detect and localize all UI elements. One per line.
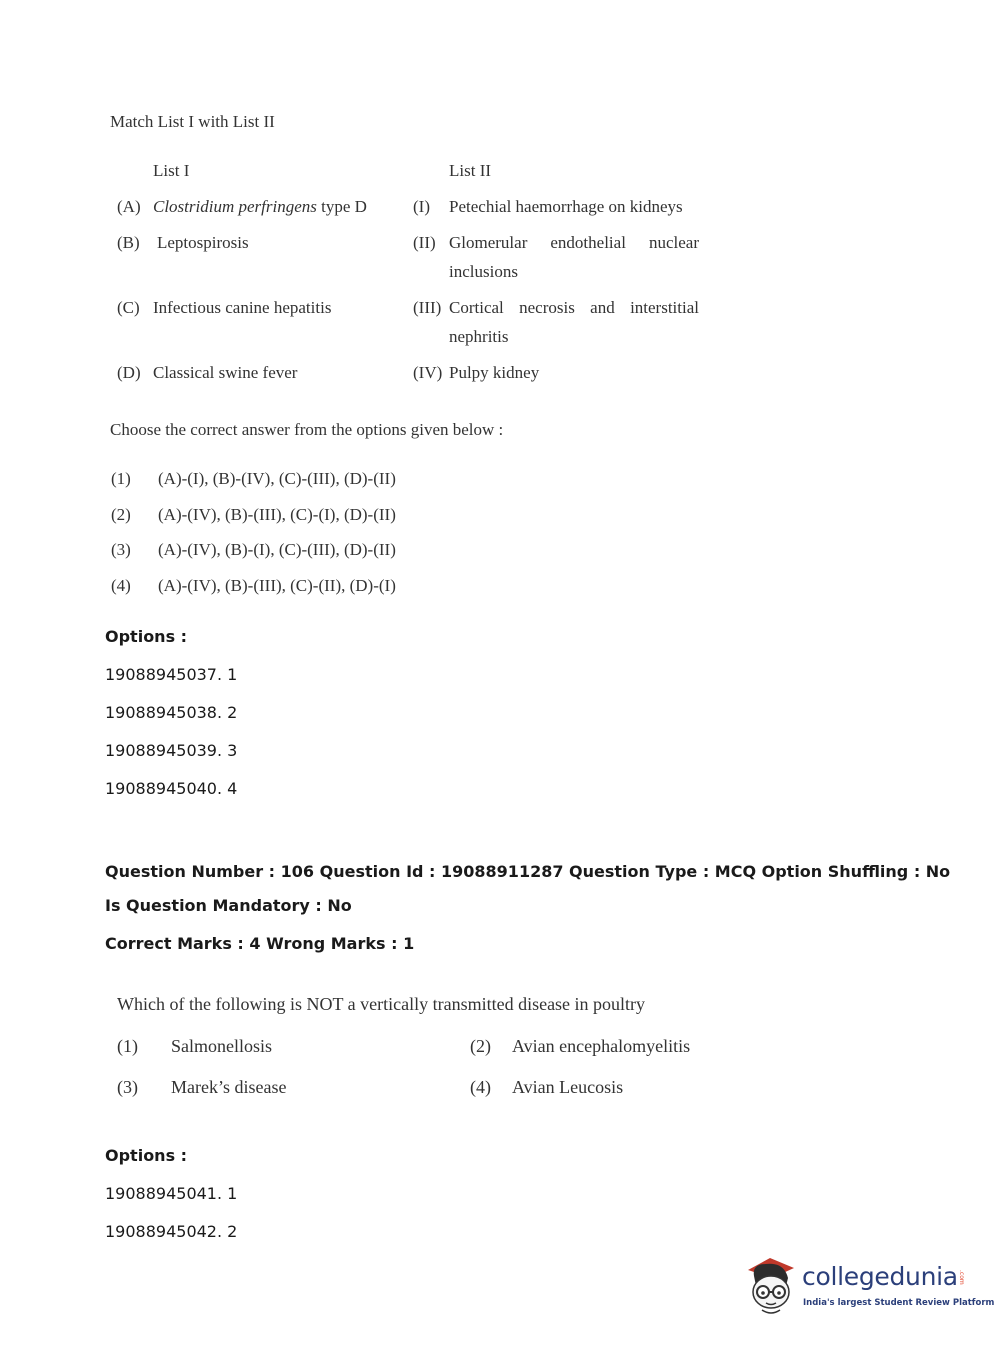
answer-num: (2): [111, 505, 131, 524]
row-c-match: [449, 298, 699, 318]
row-c-word: and: [590, 298, 615, 317]
answer-text: (A)-(IV), (B)-(III), (C)-(I), (D)-(II): [158, 505, 396, 524]
choice-num: (1): [117, 1036, 138, 1056]
match-intro: Match List I with List II: [110, 112, 275, 131]
brand-logo[interactable]: [740, 1250, 995, 1320]
row-a-italic: Clostridium perfringens: [153, 197, 317, 216]
row-d-match: Pulpy kidney: [449, 363, 540, 382]
row-b-match: [449, 233, 699, 253]
answer-num: (3): [111, 540, 131, 559]
row-b-word: endothelial: [550, 233, 626, 252]
option-item: 19088945037. 1: [105, 665, 238, 684]
row-a-label: (A): [117, 197, 141, 216]
options-label: Options :: [105, 627, 188, 646]
row-d-label: (D): [117, 363, 141, 382]
row-d-roman: (IV): [413, 363, 443, 382]
row-b-word: nuclear: [648, 233, 699, 252]
row-d-text: Classical swine fever: [153, 363, 298, 382]
row-c-roman: (III): [413, 298, 442, 317]
answer-num: (4): [111, 576, 131, 595]
brand-tagline: India's largest Student Review Platform: [803, 1298, 995, 1308]
brand-suffix: .com: [958, 1270, 965, 1285]
list1-header: List I: [153, 161, 190, 180]
row-c-label: (C): [117, 298, 140, 317]
answer-text: (A)-(IV), (B)-(I), (C)-(III), (D)-(II): [158, 540, 396, 559]
row-b-label: (B): [117, 233, 140, 252]
option-item: 19088945038. 2: [105, 703, 238, 722]
row-c-word: interstitial: [630, 298, 699, 317]
row-c-match-cont: nephritis: [449, 327, 509, 346]
choice-text: Marek’s disease: [171, 1077, 287, 1097]
question-text: Which of the following is NOT a vertically transmitted disease in poultry: [117, 994, 646, 1014]
choice-num: (3): [117, 1077, 138, 1097]
mascot-icon: [740, 1250, 802, 1318]
row-b-roman: (II): [413, 233, 436, 252]
row-b-text: Leptospirosis: [157, 233, 249, 252]
choice-text: Avian encephalomyelitis: [512, 1036, 691, 1056]
option-item: 19088945040. 4: [105, 779, 238, 798]
question-marks: Correct Marks : 4 Wrong Marks : 1: [105, 934, 415, 953]
row-b-word: Glomerular: [449, 233, 528, 252]
row-a-roman: (I): [413, 197, 430, 216]
options-label: Options :: [105, 1146, 188, 1165]
choice-num: (4): [470, 1077, 491, 1097]
question-mandatory: Is Question Mandatory : No: [105, 896, 352, 915]
row-b-match-cont: inclusions: [449, 262, 518, 281]
row-c-word: necrosis: [519, 298, 575, 317]
question-meta: Question Number : 106 Question Id : 19088911287 Question Type : MCQ Option Shuffling : No: [105, 862, 951, 881]
option-item: 19088945041. 1: [105, 1184, 238, 1203]
list2-header: List II: [449, 161, 492, 180]
row-c-word: Cortical: [449, 298, 504, 317]
brand-name: collegedunia: [802, 1262, 958, 1291]
choose-instruction: Choose the correct answer from the options given below :: [110, 420, 504, 439]
option-item: 19088945042. 2: [105, 1222, 238, 1241]
answer-text: (A)-(I), (B)-(IV), (C)-(III), (D)-(II): [158, 469, 396, 488]
row-a-text: [153, 197, 367, 217]
choice-text: Avian Leucosis: [512, 1077, 624, 1097]
choice-text: Salmonellosis: [171, 1036, 273, 1056]
row-c-text: Infectious canine hepatitis: [153, 298, 332, 317]
choice-num: (2): [470, 1036, 491, 1056]
answer-text: (A)-(IV), (B)-(III), (C)-(II), (D)-(I): [158, 576, 396, 595]
row-a-match: Petechial haemorrhage on kidneys: [449, 197, 683, 216]
row-a-rest: type D: [316, 197, 367, 216]
option-item: 19088945039. 3: [105, 741, 238, 760]
answer-num: (1): [111, 469, 131, 488]
